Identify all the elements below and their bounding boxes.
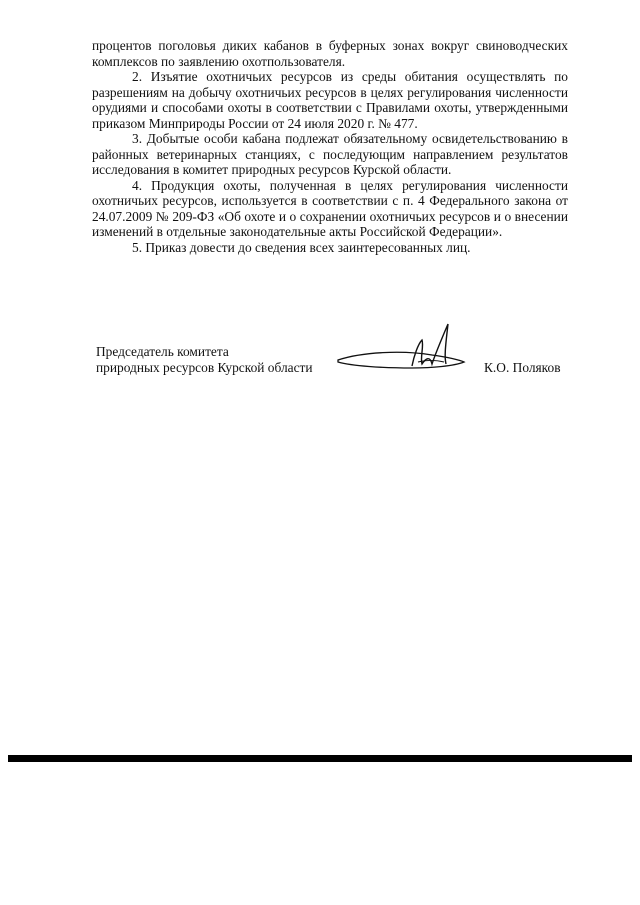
signatory-title bbox=[96, 344, 313, 376]
paragraph-item-5: 5. Приказ довести до сведения всех заинтересованных лиц. bbox=[132, 239, 471, 255]
scan-edge-bar bbox=[8, 755, 632, 762]
paragraph-item-3: 3. Добытые особи кабана подлежат обязательному освидетельствованию в районных ветеринарных станциях, с последующим направлением результатов исследования в комитет природных ресурсов Курской области. bbox=[92, 131, 568, 177]
document-body bbox=[92, 38, 568, 255]
paragraph-item-4: 4. Продукция охоты, полученная в целях регулирования численности охотничьих ресурсов, используется в соответствии с п. 4 Федерального закона от 24.07.2009 № 209-ФЗ «Об охоте и о сохранении охотничьих ресурсов и о внесении изменений в отдельные законодательные акты Российской Федерации». bbox=[92, 177, 568, 239]
signature-block bbox=[96, 344, 576, 404]
signatory-title-line-2: природных ресурсов Курской области bbox=[96, 360, 313, 375]
handwritten-signature bbox=[332, 322, 472, 382]
signatory-name: К.О. Поляков bbox=[484, 360, 561, 375]
signatory-title-line-1: Председатель комитета bbox=[96, 344, 229, 359]
paragraph-continuation: процентов поголовья диких кабанов в буферных зонах вокруг свиноводческих комплексов по заявлению охотпользователя. bbox=[92, 38, 568, 69]
paragraph-item-2: 2. Изъятие охотничьих ресурсов из среды обитания осуществлять по разрешениям на добычу охотничьих ресурсов в целях регулирования численности орудиями и способами охоты в соответствии с Правилами охоты, утвержденными приказом Минприроды России от 24 июля 2020 г. № 477. bbox=[92, 69, 568, 131]
